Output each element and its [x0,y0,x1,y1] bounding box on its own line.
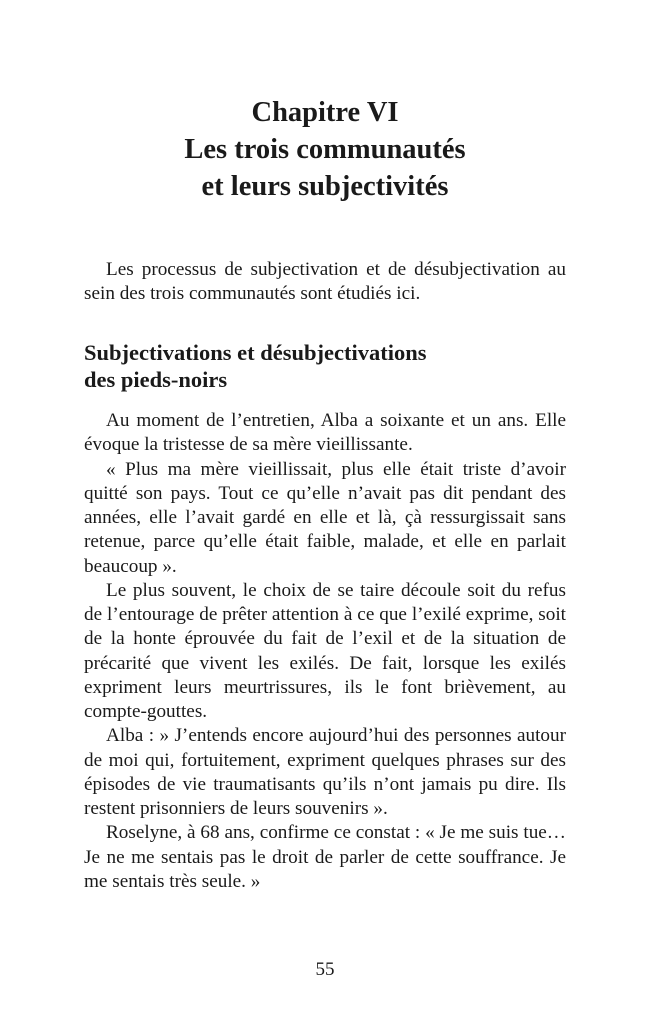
section-body [84,409,566,894]
intro-paragraph: Les processus de subjectivation et de désubjectivation au sein des trois communautés sont étudiés ici. [84,259,566,305]
intro-text [84,258,566,307]
section-heading-line-1: Subjectivations et désubjectivations [84,340,427,365]
chapter-number: Chapitre VI [251,97,399,128]
chapter-title-line-2: et leurs subjectivités [201,171,449,202]
body-paragraph: Le plus souvent, le choix de se taire découle soit du refus de l’entourage de prêter attention à ce que l’exilé exprime, soit de la honte éprouvée du fait de l’exil et de la situation de précarité que vivent les exilés. De fait, lorsque les exilés expriment leurs meurtrissures, ils le font brièvement, au compte-gouttes. [84,579,566,722]
section-heading-line-2: des pieds-noirs [84,367,228,392]
body-paragraph: « Plus ma mère vieillissait, plus elle était triste d’avoir quitté son pays. Tout ce qu’elle n’avait pas dit pendant des années, elle l’avait gardé en elle et là, çà ressurgissait sans retenue, parce qu’elle était faible, malade, et elle en parlait beaucoup ». [84,458,566,577]
chapter-heading [0,94,650,205]
body-paragraph: Au moment de l’entretien, Alba a soixante et un ans. Elle évoque la tristesse de sa mère vieillissante. [84,410,566,456]
section-heading [84,339,566,393]
page-number: 55 [315,959,335,980]
body-paragraph: Alba : » J’entends encore aujourd’hui des personnes autour de moi qui, fortuitement, expriment quelques phrases sur des épisodes de vie traumatisants qu’ils n’ont jamais pu dire. Ils restent prisonniers de leurs souvenirs ». [84,725,566,819]
body-paragraph: Roselyne, à 68 ans, confirme ce constat : « Je me suis tue… Je ne me sentais pas le droit de parler de cette souffrance. Je me sentais très seule. » [84,822,566,892]
chapter-title-line-1: Les trois communautés [184,134,466,165]
